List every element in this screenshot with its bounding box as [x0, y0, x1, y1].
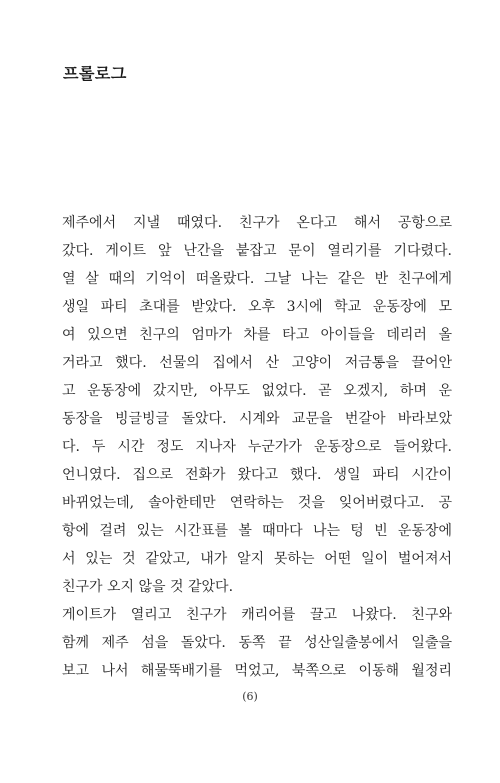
text-line: 바뀌었는데, 솔아한테만 연락하는 것을 잊어버렸다고. 공 — [62, 495, 452, 511]
text-line: 동장을 빙글빙글 돌았다. 시계와 교문을 번갈아 바라보았 — [62, 411, 452, 427]
text-line: 고 운동장에 갔지만, 아무도 없었다. 곧 오겠지, 하며 운 — [62, 383, 452, 399]
paragraph — [62, 601, 452, 685]
text-line: 다. 두 시간 정도 지나자 누군가가 운동장으로 들어왔다. — [62, 439, 452, 455]
text-line: 언니였다. 집으로 전화가 왔다고 했다. 생일 파티 시간이 — [62, 467, 452, 483]
text-line: 게이트가 열리고 친구가 캐리어를 끌고 나왔다. 친구와 — [62, 607, 452, 623]
text-line: 열 살 때의 기억이 떠올랐다. 그날 나는 같은 반 친구에게 — [62, 271, 452, 287]
text-line: 여 있으면 친구의 엄마가 차를 타고 아이들을 데리러 올 — [62, 327, 452, 343]
text-line: 친구가 오지 않을 것 같았다. — [62, 579, 234, 595]
text-line: 함께 제주 섬을 돌았다. 동쪽 끝 성산일출봉에서 일출을 — [62, 635, 452, 651]
paragraph — [62, 209, 452, 601]
text-line: 거라고 했다. 선물의 집에서 산 고양이 저금통을 끌어안 — [62, 355, 452, 371]
text-line: 생일 파티 초대를 받았다. 오후 3시에 학교 운동장에 모 — [62, 299, 452, 315]
text-line: 서 있는 것 같았고, 내가 알지 못하는 어떤 일이 벌어져서 — [62, 551, 452, 567]
body-text — [62, 209, 452, 685]
text-line: 갔다. 게이트 앞 난간을 붙잡고 문이 열리기를 기다렸다. — [62, 243, 452, 259]
text-line: 보고 나서 해물뚝배기를 먹었고, 북쪽으로 이동해 월정리 — [62, 663, 452, 679]
page-number: (6) — [242, 690, 258, 703]
text-line: 항에 걸려 있는 시간표를 볼 때마다 나는 텅 빈 운동장에 — [62, 523, 452, 539]
chapter-title: 프롤로그 — [63, 64, 127, 83]
text-line: 제주에서 지낼 때였다. 친구가 온다고 해서 공항으로 — [62, 215, 452, 231]
